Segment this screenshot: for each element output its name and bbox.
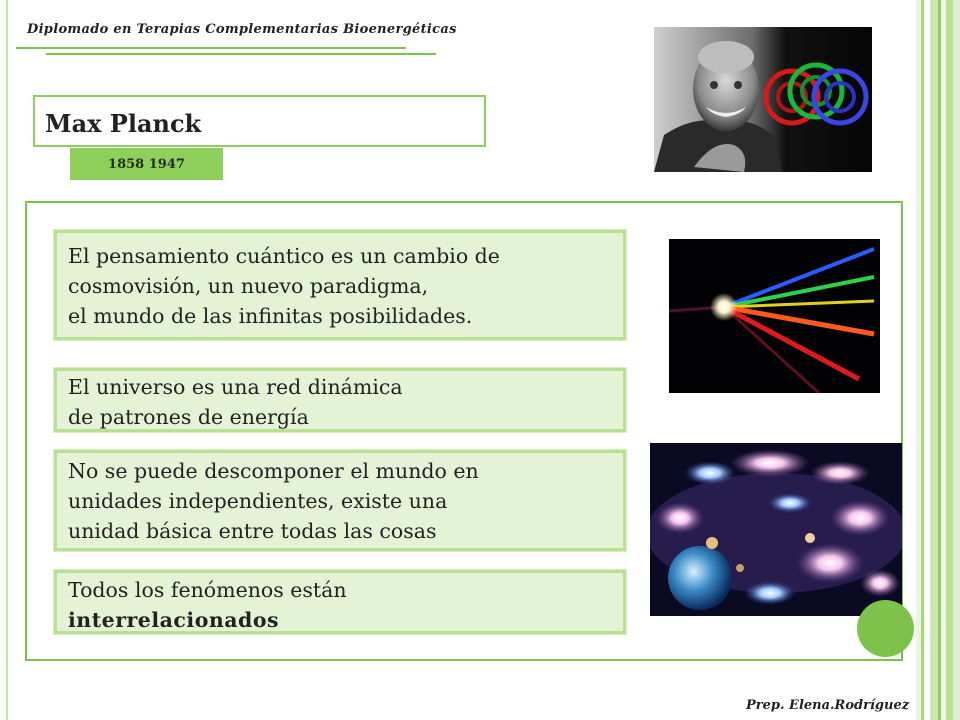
statement-4-line-2: interrelacionados xyxy=(68,608,280,632)
statement-panel-4 xyxy=(54,570,626,634)
left-border-line xyxy=(6,0,8,720)
planck-portrait-image xyxy=(654,27,872,172)
statement-4-line-1: Todos los fenómenos están xyxy=(68,578,347,602)
decorative-stripes xyxy=(916,0,960,720)
header-underline xyxy=(16,47,406,49)
statement-panel-2 xyxy=(54,368,626,432)
header-underline-2 xyxy=(46,53,436,55)
slide-title: Max Planck xyxy=(45,109,202,138)
title-box xyxy=(33,95,486,147)
statement-panel-3 xyxy=(54,450,626,551)
statement-2-line-2: de patrones de energía xyxy=(68,405,309,429)
statement-1-line-1: El pensamiento cuántico es un cambio de xyxy=(68,244,500,268)
dates-badge: 1858 1947 xyxy=(70,148,223,180)
prism-light-image xyxy=(669,239,880,393)
decorative-green-circle xyxy=(857,600,914,657)
statement-panel-1 xyxy=(54,230,626,340)
author-footer: Prep. Elena.Rodríguez xyxy=(746,698,910,713)
cosmos-image xyxy=(650,443,902,616)
statement-3-line-1: No se puede descomponer el mundo en xyxy=(68,459,479,483)
statement-2-line-1: El universo es una red dinámica xyxy=(68,375,403,399)
statement-3-line-3: unidad básica entre todas las cosas xyxy=(68,519,437,543)
statement-1-line-3: el mundo de las infinitas posibilidades. xyxy=(68,304,473,328)
statement-1-line-2: cosmovisión, un nuevo paradigma, xyxy=(68,274,429,298)
course-header: Diplomado en Terapias Complementarias Bioenergéticas xyxy=(27,22,457,37)
statement-3-line-2: unidades independientes, existe una xyxy=(68,489,448,513)
